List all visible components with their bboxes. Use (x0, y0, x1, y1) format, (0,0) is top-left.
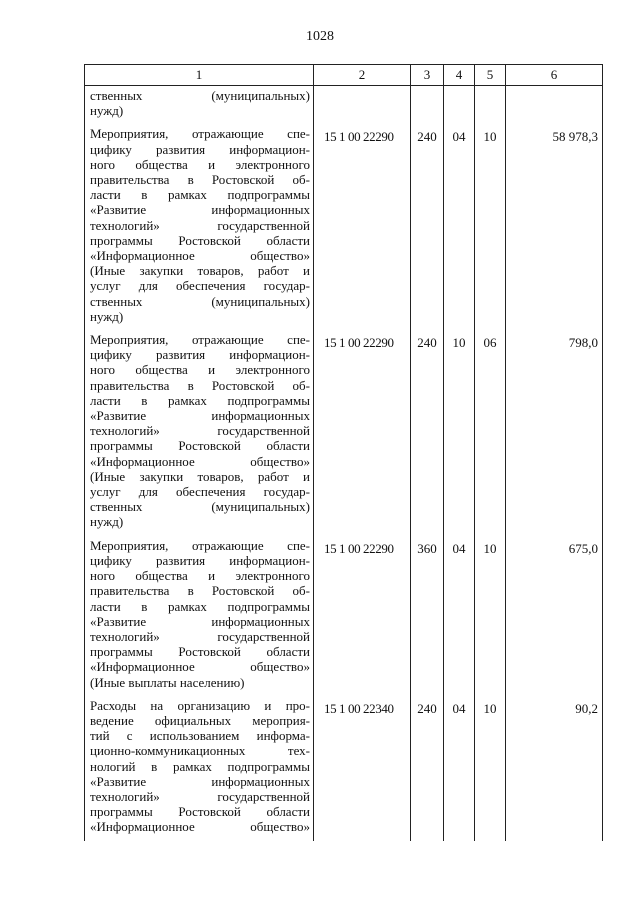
description-line: ного общества и электронного (90, 156, 310, 172)
description-line: нужд) (90, 103, 124, 119)
table-row (85, 536, 603, 696)
description-line: технологий» государственной (90, 423, 310, 439)
subsection-code: 10 (475, 536, 506, 696)
description-line: ного общества и электронного (90, 362, 310, 378)
description-line: «Информационное общество» (90, 819, 310, 835)
expense-type: 360 (411, 536, 444, 696)
header-row (85, 65, 603, 86)
description-line: цифику развития информацион- (90, 141, 310, 157)
budget-table (84, 64, 603, 841)
description-line: нужд) (90, 308, 124, 324)
description-line: правительства в Ростовской об- (90, 583, 310, 599)
table-row (85, 696, 603, 841)
description-line: ственных (муниципальных) (90, 293, 310, 309)
table-row (85, 86, 603, 125)
description-line: ведение официальных мероприя- (90, 712, 310, 728)
section-code: 04 (444, 124, 475, 330)
description-line: нужд) (90, 514, 124, 530)
description-line: тий с использованием информа- (90, 728, 310, 744)
subsection-code: 10 (475, 696, 506, 841)
expense-type: 240 (411, 124, 444, 330)
subsection-code: 06 (475, 330, 506, 536)
header-col-5: 5 (475, 65, 506, 86)
description-line: цифику развития информацион- (90, 347, 310, 363)
target-code: 15 1 00 22340 (314, 696, 411, 841)
description-line: «Информационное общество» (90, 659, 310, 675)
section-code: 04 (444, 696, 475, 841)
description-line: правительства в Ростовской об- (90, 172, 310, 188)
description-line: программы Ростовской области (90, 644, 310, 660)
subsection-code: 10 (475, 124, 506, 330)
row-description (85, 696, 314, 841)
description-line: Мероприятия, отражающие спе- (90, 332, 310, 348)
description-line: «Развитие информационных (90, 613, 310, 629)
description-line: услуг для обеспечения государ- (90, 278, 310, 294)
description-line: ласти в рамках подпрограммы (90, 392, 310, 408)
description-line: «Информационное общество» (90, 248, 310, 264)
description-line: (Иные закупки товаров, работ и (90, 468, 310, 484)
description-line: программы Ростовской области (90, 232, 310, 248)
expense-type: 240 (411, 330, 444, 536)
row-description (85, 536, 314, 696)
description-line: программы Ростовской области (90, 804, 310, 820)
header-col-3: 3 (411, 65, 444, 86)
section-code (444, 86, 475, 125)
amount: 798,0 (506, 330, 603, 536)
page-number: 1028 (306, 29, 334, 44)
row-description (85, 124, 314, 330)
header-col-6: 6 (506, 65, 603, 86)
description-line: «Развитие информационных (90, 202, 310, 218)
description-line: ного общества и электронного (90, 568, 310, 584)
subsection-code (475, 86, 506, 125)
description-line: (Иные закупки товаров, работ и (90, 263, 310, 279)
target-code: 15 1 00 22290 (314, 536, 411, 696)
amount: 675,0 (506, 536, 603, 696)
header-col-4: 4 (444, 65, 475, 86)
description-line: Расходы на организацию и про- (90, 697, 310, 713)
header-col-1: 1 (85, 65, 314, 86)
amount: 58 978,3 (506, 124, 603, 330)
description-line: технологий» государственной (90, 788, 310, 804)
description-line: (Иные выплаты населению) (90, 674, 245, 690)
row-description (85, 330, 314, 536)
description-line: нологий в рамках подпрограммы (90, 758, 310, 774)
expense-type: 240 (411, 696, 444, 841)
target-code: 15 1 00 22290 (314, 124, 411, 330)
section-code: 10 (444, 330, 475, 536)
amount (506, 86, 603, 125)
row-description (85, 86, 314, 125)
header-col-2: 2 (314, 65, 411, 86)
description-line: цифику развития информацион- (90, 552, 310, 568)
table-row (85, 124, 603, 330)
section-code: 04 (444, 536, 475, 696)
description-line: технологий» государственной (90, 628, 310, 644)
description-line: программы Ростовской области (90, 438, 310, 454)
description-line: ласти в рамках подпрограммы (90, 187, 310, 203)
description-line: технологий» государственной (90, 217, 310, 233)
description-line: Мероприятия, отражающие спе- (90, 126, 310, 142)
target-code (314, 86, 411, 125)
description-line: «Развитие информационных (90, 408, 310, 424)
description-line: «Развитие информационных (90, 773, 310, 789)
table-row (85, 330, 603, 536)
target-code: 15 1 00 22290 (314, 330, 411, 536)
description-line: «Информационное общество» (90, 453, 310, 469)
description-line: ственных (муниципальных) (90, 88, 310, 103)
amount: 90,2 (506, 696, 603, 841)
description-line: правительства в Ростовской об- (90, 377, 310, 393)
description-line: ласти в рамках подпрограммы (90, 598, 310, 614)
description-line: Мероприятия, отражающие спе- (90, 537, 310, 553)
expense-type (411, 86, 444, 125)
description-line: ственных (муниципальных) (90, 499, 310, 515)
description-line: ционно-коммуникационных тех- (90, 743, 310, 759)
description-line: услуг для обеспечения государ- (90, 484, 310, 500)
